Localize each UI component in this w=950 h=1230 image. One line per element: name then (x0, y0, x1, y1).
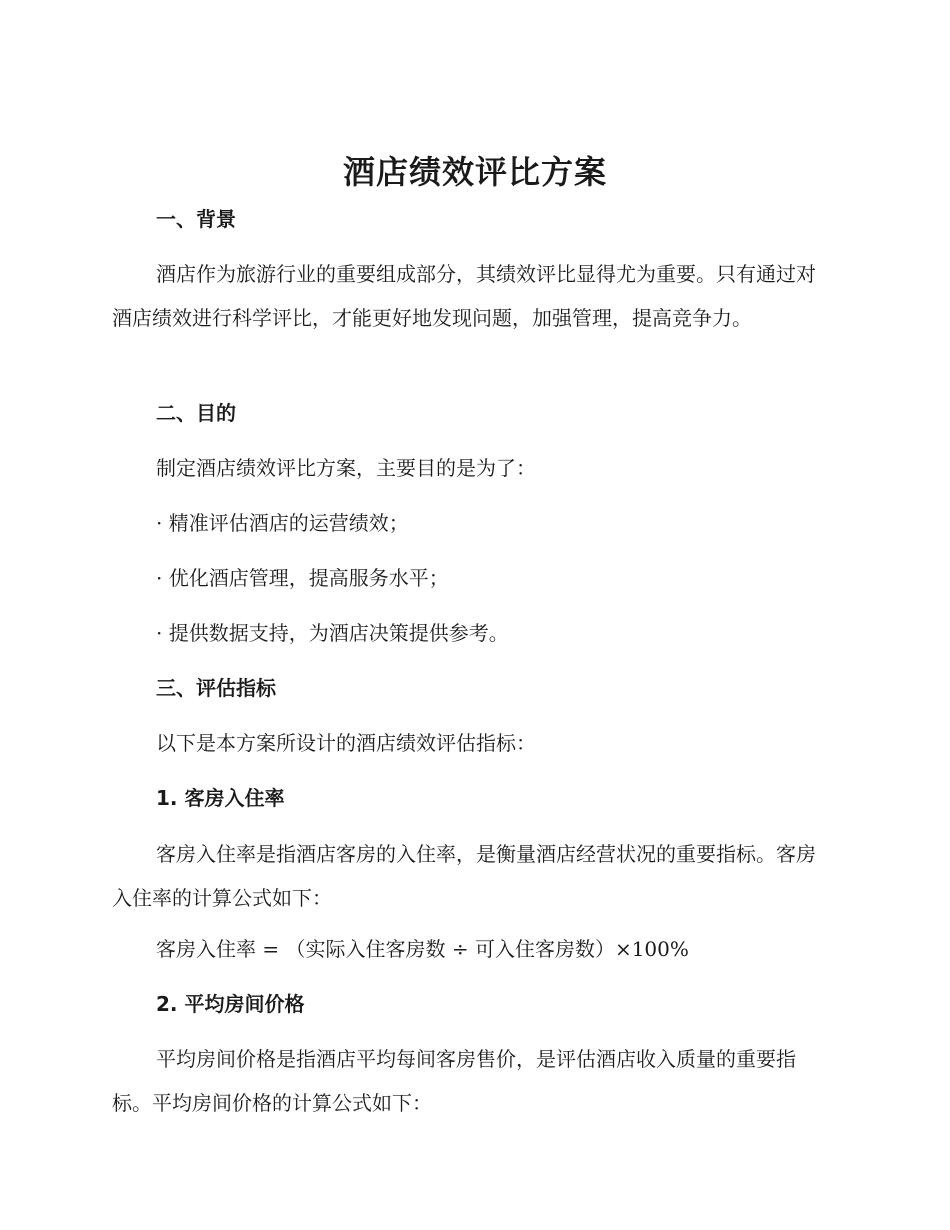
purpose-bullet-3: · 提供数据支持，为酒店决策提供参考。 (156, 621, 509, 645)
document-title: 酒店绩效评比方案 (342, 153, 607, 191)
purpose-bullet-1: · 精准评估酒店的运营绩效； (156, 511, 409, 535)
occupancy-paragraph: 客房入住率是指酒店客房的入住率，是衡量酒店经营状况的重要指标。客房入住率的计算公式如下： (112, 842, 816, 910)
section-heading-indicators: 三、评估指标 (156, 676, 276, 700)
average-price-paragraph: 平均房间价格是指酒店平均每间客房售价，是评估酒店收入质量的重要指标。平均房间价格的计算公式如下： (112, 1047, 796, 1115)
purpose-bullet-2: · 优化酒店管理，提高服务水平； (156, 566, 449, 590)
section-heading-purpose: 二、目的 (156, 401, 236, 425)
subheading-average-price: 2. 平均房间价格 (156, 992, 305, 1016)
indicators-intro: 以下是本方案所设计的酒店绩效评估指标： (156, 731, 536, 755)
section-heading-background: 一、背景 (156, 207, 236, 231)
purpose-intro: 制定酒店绩效评比方案，主要目的是为了： (156, 456, 536, 480)
subheading-occupancy: 1. 客房入住率 (156, 786, 285, 810)
background-paragraph: 酒店作为旅游行业的重要组成部分，其绩效评比显得尤为重要。只有通过对酒店绩效进行科学评比，才能更好地发现问题，加强管理，提高竞争力。 (112, 262, 816, 330)
occupancy-formula: 客房入住率 = （实际入住客房数 ÷ 可入住客房数）×100% (156, 937, 689, 961)
